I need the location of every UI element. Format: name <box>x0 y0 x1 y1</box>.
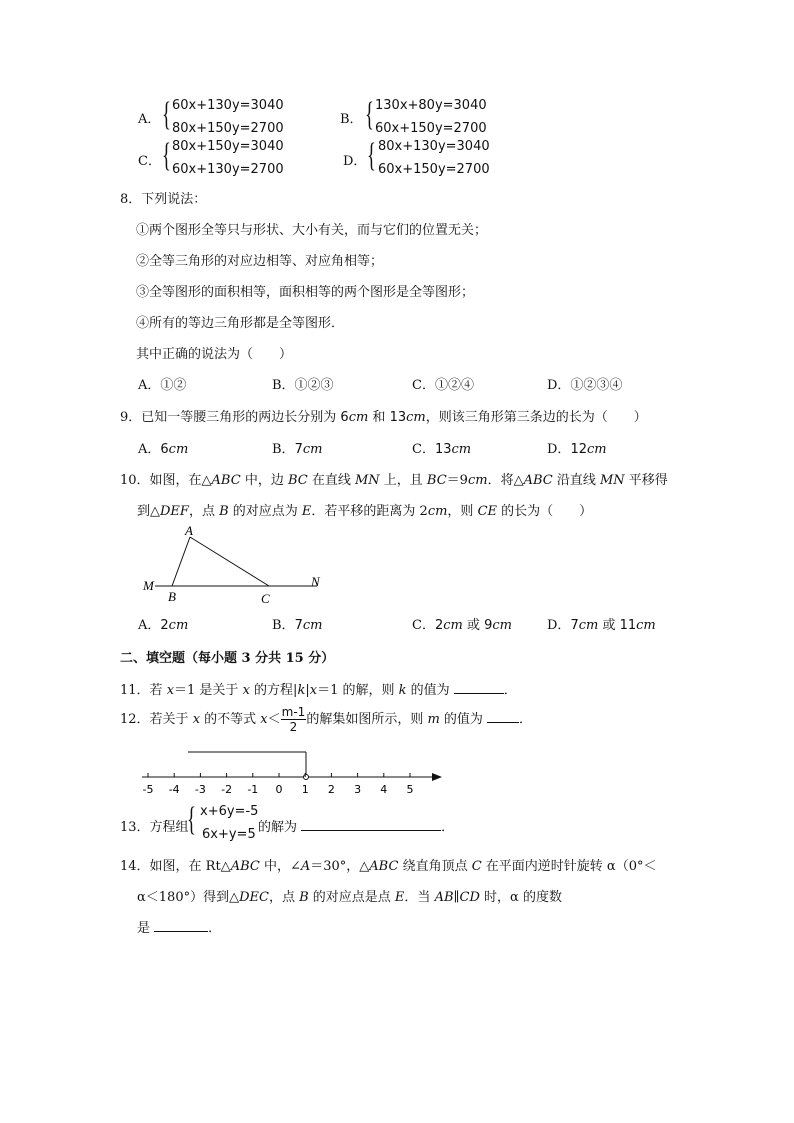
q10-option-c: C．2cm 或 9cm <box>412 618 512 633</box>
q8-option-a: A．①② <box>138 378 187 393</box>
tick-label: 3 <box>354 783 362 795</box>
q13-answer-blank <box>301 818 441 831</box>
label-n: N <box>311 574 320 589</box>
q14-answer-blank <box>154 919 208 932</box>
q10-triangle-figure <box>135 522 335 607</box>
q12-stem: 12．若关于 x 的不等式 x＜ $\frac{m-1}{2}$ 的解集如图所示，则 m 的值为 ． <box>120 705 533 734</box>
q8-option-b: B．①②③ <box>272 378 334 393</box>
brace-icon: { <box>367 137 376 174</box>
open-circle-marker <box>304 775 309 780</box>
label-m: M <box>143 578 154 593</box>
q8-statement-1: ①两个图形全等只与形状、大小有关，而与它们的位置无关； <box>136 223 488 238</box>
brace-icon: { <box>365 96 374 133</box>
q10-option-d: D．7cm 或 11cm <box>547 618 656 633</box>
q8-statement-2: ②全等三角形的对应边相等、对应角相等； <box>136 254 384 269</box>
q11-answer-blank <box>454 681 504 694</box>
q9-option-c: C．13cm <box>412 442 472 457</box>
q7-option-d-label: D． <box>343 154 367 169</box>
q8-ask: 其中正确的说法为（ ） <box>136 347 293 362</box>
q7-option-c-label: C． <box>138 154 161 169</box>
q10-stem-line1: 10．如图，在△ABC 中，边 BC 在直线 MN 上，且 BC＝9cm．将△ABC 沿直线 MN 平移得 <box>120 473 668 488</box>
q10-option-a: A．2cm <box>138 618 189 633</box>
q13-suffix: 的解为 ． <box>258 820 455 835</box>
q9-option-b: B．7cm <box>272 442 323 457</box>
tick-label: -5 <box>142 783 154 795</box>
q14-line1: 14．如图，在 Rt△ABC 中，∠A＝30°，△ABC 绕直角顶点 C 在平面内逆时针旋转 α（0°＜ <box>120 859 657 874</box>
tick-label: 2 <box>327 783 335 795</box>
tick-label: -3 <box>194 783 206 795</box>
tick-label: -4 <box>168 783 180 795</box>
brace-icon: { <box>187 801 196 838</box>
q9-stem: 9．已知一等腰三角形的两边长分别为 6cm 和 13cm，则该三角形第三条边的长为（ ） <box>120 410 647 425</box>
q10-option-b: B．7cm <box>272 618 323 633</box>
q8-option-c: C．①②④ <box>412 378 474 393</box>
q13-eq2: 6x+y=5 <box>202 827 256 842</box>
q7-b-eq2: 60x+150y=2700 <box>375 121 487 136</box>
q8-option-d: D．①②③④ <box>547 378 623 393</box>
q12-number-line <box>140 745 450 795</box>
tick-label: -2 <box>221 783 233 795</box>
q10-stem-line2: 到△DEF，点 B 的对应点为 E．若平移的距离为 2cm，则 CE 的长为（ ） <box>137 504 593 519</box>
brace-icon: { <box>162 96 171 133</box>
tick-label: 5 <box>406 783 414 795</box>
section-2-heading: 二、填空题（每小题 3 分共 15 分） <box>120 651 335 666</box>
label-a: A <box>185 523 193 538</box>
q14-line3: 是 ． <box>137 921 222 936</box>
q7-a-eq2: 80x+150y=2700 <box>172 121 284 136</box>
q14-line2: α＜180°）得到△DEC，点 B 的对应点是点 E．当 AB∥CD 时，α 的度数 <box>137 890 562 905</box>
q7-c-eq2: 60x+130y=2700 <box>172 162 284 177</box>
q8-statement-4: ④所有的等边三角形都是全等图形． <box>136 316 345 331</box>
tick-label: 0 <box>275 783 283 795</box>
q9-option-a: A．6cm <box>138 442 189 457</box>
brace-icon: { <box>162 137 171 174</box>
q9-option-d: D．12cm <box>547 442 607 457</box>
q8-stem: 8．下列说法： <box>120 192 207 207</box>
q11-stem: 11．若 x＝1 是关于 x 的方程|k|x＝1 的解，则 k 的值为 ． <box>120 683 517 698</box>
q13-prefix: 13．方程组 <box>120 820 189 835</box>
q8-statement-3: ③全等图形的面积相等，面积相等的两个图形是全等图形； <box>136 285 475 300</box>
q7-c-eq1: 80x+150y=3040 <box>172 139 284 154</box>
q12-answer-blank <box>487 710 519 723</box>
q7-a-eq1: 60x+130y=3040 <box>172 98 284 113</box>
q7-d-eq1: 80x+130y=3040 <box>378 139 490 154</box>
q7-option-b-label: B． <box>340 112 363 127</box>
q7-option-a-label: A． <box>138 112 161 127</box>
arrow-right-icon <box>432 773 442 781</box>
q7-b-eq1: 130x+80y=3040 <box>375 98 487 113</box>
q12-fraction: $\frac{m-1}{2}$ <box>281 705 306 734</box>
tick-label: 1 <box>301 783 309 795</box>
side-ac <box>190 537 269 586</box>
tick-label: -1 <box>247 783 259 795</box>
label-c: C <box>261 591 270 606</box>
q13-eq1: x+6y=-5 <box>200 804 259 819</box>
tick-label: 4 <box>380 783 388 795</box>
number-line-ticks <box>143 773 414 795</box>
q7-d-eq2: 60x+150y=2700 <box>378 162 490 177</box>
label-b: B <box>168 589 176 604</box>
side-ab <box>172 537 190 586</box>
